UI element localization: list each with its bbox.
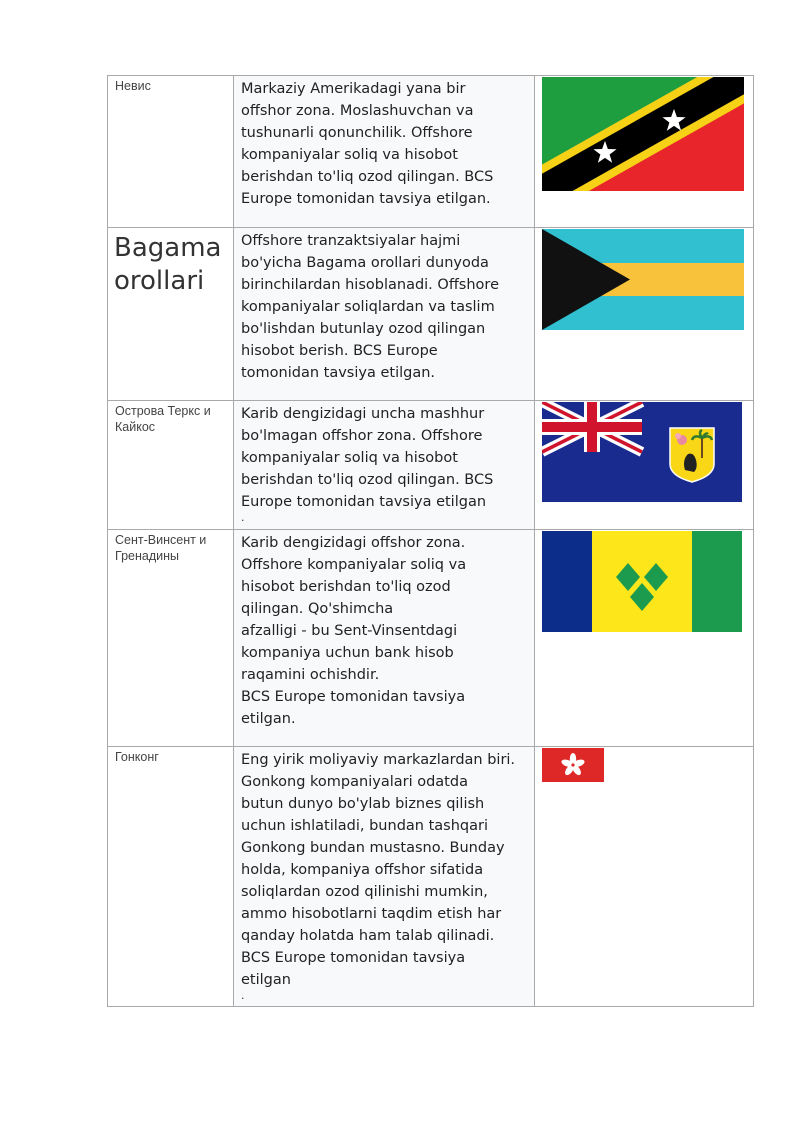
jurisdiction-name: Острова Теркс и Кайкос [115,404,211,434]
flag-turks-and-caicos-icon [542,402,753,502]
jurisdiction-description: Eng yirik moliyaviy markazlardan biri. Gonkong kompaniyalari odatda butun dunyo bo'ylab biznes qilish uchun ishlatiladi, bundan tashqari Gonkong bundan mustasno. Bunday holda, kompaniya offshor sifatida soliqlardan ozod qilinishi mumkin, ammo hisobotlarni taqdim etish har qanday holatda ham talab qilinadi. BCS Europe tomonidan tavsiya etilgan [241,752,516,988]
jurisdiction-description-cell [234,76,535,228]
jurisdiction-name: Сент-Винсент и Гренадины [115,533,207,563]
jurisdiction-description: Offshore tranzaktsiyalar hajmi bo'yicha Bagama orollari dunyoda birinchilardan hisoblanadi. Offshore kompaniyalar soliqlardan va taslim bo'lishdan butunlay ozod qilingan hisobot berish. BCS Europe tomonidan tavsiya etilgan. [241,233,499,381]
table-row [108,76,754,228]
jurisdiction-name: Гонконг [115,750,159,764]
table-row [108,228,754,401]
jurisdiction-description-cell [234,228,535,401]
jurisdiction-description-cell [234,401,535,530]
jurisdiction-name: Bagama orollari [114,233,222,296]
jurisdiction-description-cell [234,530,535,747]
jurisdiction-description-cell [234,747,535,1007]
trailing-dot: . [241,989,245,1002]
flag-bahamas-icon [542,229,753,330]
jurisdiction-name-cell [108,228,234,401]
flag-saint-vincent-icon [542,531,753,632]
jurisdiction-name-cell [108,530,234,747]
jurisdiction-name-cell [108,747,234,1007]
jurisdiction-flag-cell [535,747,754,1007]
flag-saint-kitts-and-nevis-icon [542,77,753,191]
jurisdiction-description: Markaziy Amerikadagi yana bir offshor zona. Moslashuvchan va tushunarli qonunchilik. Offshore kompaniyalar soliq va hisobot berishdan to'liq ozod qilingan. BCS Europe tomonidan tavsiya etilgan. [241,81,494,207]
jurisdiction-flag-cell [535,530,754,747]
table-row [108,530,754,747]
jurisdiction-description: Karib dengizidagi offshor zona. Offshore kompaniyalar soliq va hisobot berishdan to'liq ozod qilingan. Qo'shimcha afzalligi - bu Sent-Vinsentdagi kompaniya uchun bank hisob raqamini ochishdir. BCS Europe tomonidan tavsiya etilgan. [241,535,467,727]
jurisdiction-table [107,75,754,1007]
jurisdiction-name: Невис [115,79,151,93]
jurisdiction-flag-cell [535,228,754,401]
table-row [108,401,754,530]
jurisdiction-flag-cell [535,401,754,530]
jurisdiction-name-cell [108,76,234,228]
table-row [108,747,754,1007]
flag-hong-kong-icon [542,748,753,782]
trailing-dot: . [241,511,245,524]
jurisdiction-description: Karib dengizidagi uncha mashhur bo'lmagan offshor zona. Offshore kompaniyalar soliq va hisobot berishdan to'liq ozod qilingan. BCS Europe tomonidan tavsiya etilgan [241,406,494,510]
jurisdiction-flag-cell [535,76,754,228]
jurisdiction-name-cell [108,401,234,530]
